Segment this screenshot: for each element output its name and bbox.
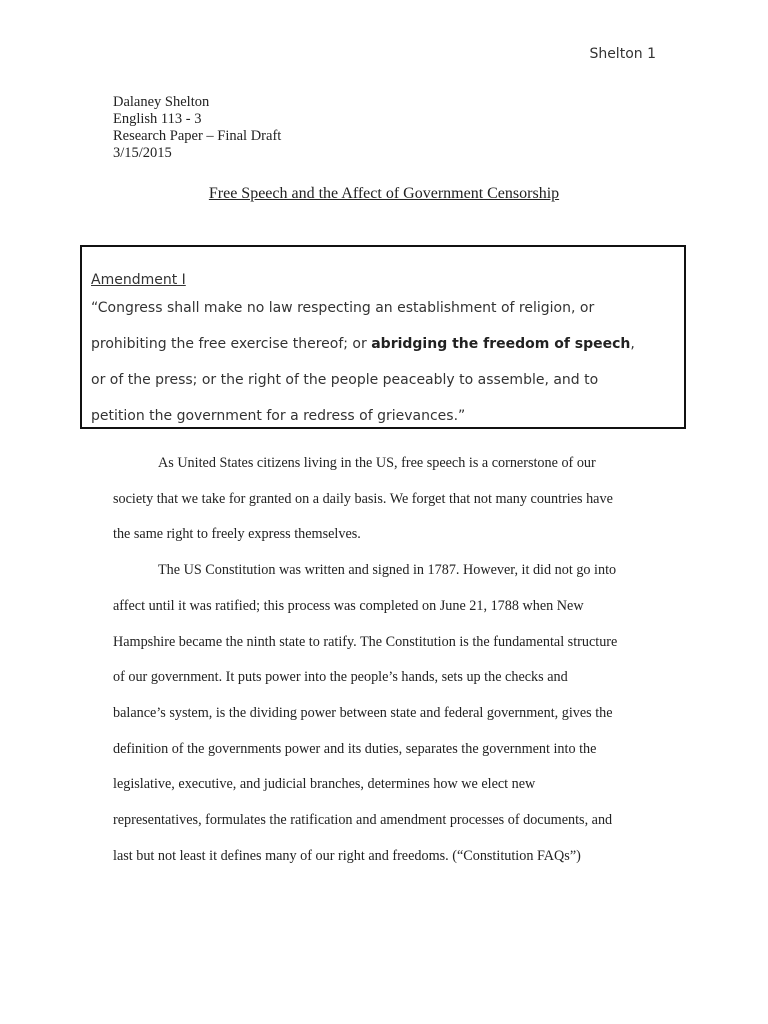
body-text: [113, 446, 653, 874]
paragraph-line: affect until it was ratified; this process was completed on June 21, 1788 when New: [113, 597, 584, 614]
paragraph-line: The US Constitution was written and signed in 1787. However, it did not go into: [158, 562, 617, 579]
paper-date: 3/15/2015: [113, 145, 172, 161]
paragraph-line: the same right to freely express themselves.: [113, 526, 361, 543]
paragraph-line: definition of the governments power and its duties, separates the government into the: [113, 740, 597, 757]
paragraph-line: balance’s system, is the dividing power between state and federal government, gives the: [113, 704, 613, 721]
paragraph-line: society that we take for granted on a daily basis. We forget that not many countries have: [113, 490, 613, 507]
amendment-line: or of the press; or the right of the people peaceably to assemble, and to: [91, 372, 599, 388]
amendment-line: “Congress shall make no law respecting an establishment of religion, or: [91, 300, 595, 316]
paper-title: Free Speech and the Affect of Government Censorship: [208, 185, 560, 202]
amendment-line: petition the government for a redress of grievances.”: [91, 408, 466, 424]
amendment-emphasis: abridging the freedom of speech: [371, 336, 631, 352]
author-heading: [113, 94, 281, 162]
amendment-quote-box: [80, 245, 686, 429]
paragraph-line: Hampshire became the ninth state to ratify. The Constitution is the fundamental structure: [113, 633, 618, 650]
amendment-text-segment: prohibiting the free exercise thereof; or: [91, 336, 372, 352]
amendment-text-segment: ,: [630, 336, 635, 352]
paragraph-line: of our government. It puts power into the people’s hands, sets up the checks and: [113, 669, 568, 686]
amendment-text: [91, 290, 681, 429]
paragraph: [113, 553, 653, 874]
author-name: Dalaney Shelton: [113, 94, 210, 110]
paragraph-line: As United States citizens living in the US, free speech is a cornerstone of our: [158, 455, 596, 471]
paragraph-line: legislative, executive, and judicial branches, determines how we elect new: [113, 776, 536, 793]
course-name: English 113 - 3: [113, 111, 202, 127]
amendment-line: [91, 326, 681, 362]
paragraph-line: last but not least it defines many of our right and freedoms. (“Constitution FAQs”): [113, 847, 581, 864]
amendment-title: Amendment I: [91, 272, 186, 288]
assignment-name: Research Paper – Final Draft: [113, 128, 282, 144]
paragraph: [113, 446, 653, 553]
paragraph-line: representatives, formulates the ratification and amendment processes of documents, and: [113, 812, 613, 829]
page-number-header: Shelton 1: [589, 46, 656, 62]
